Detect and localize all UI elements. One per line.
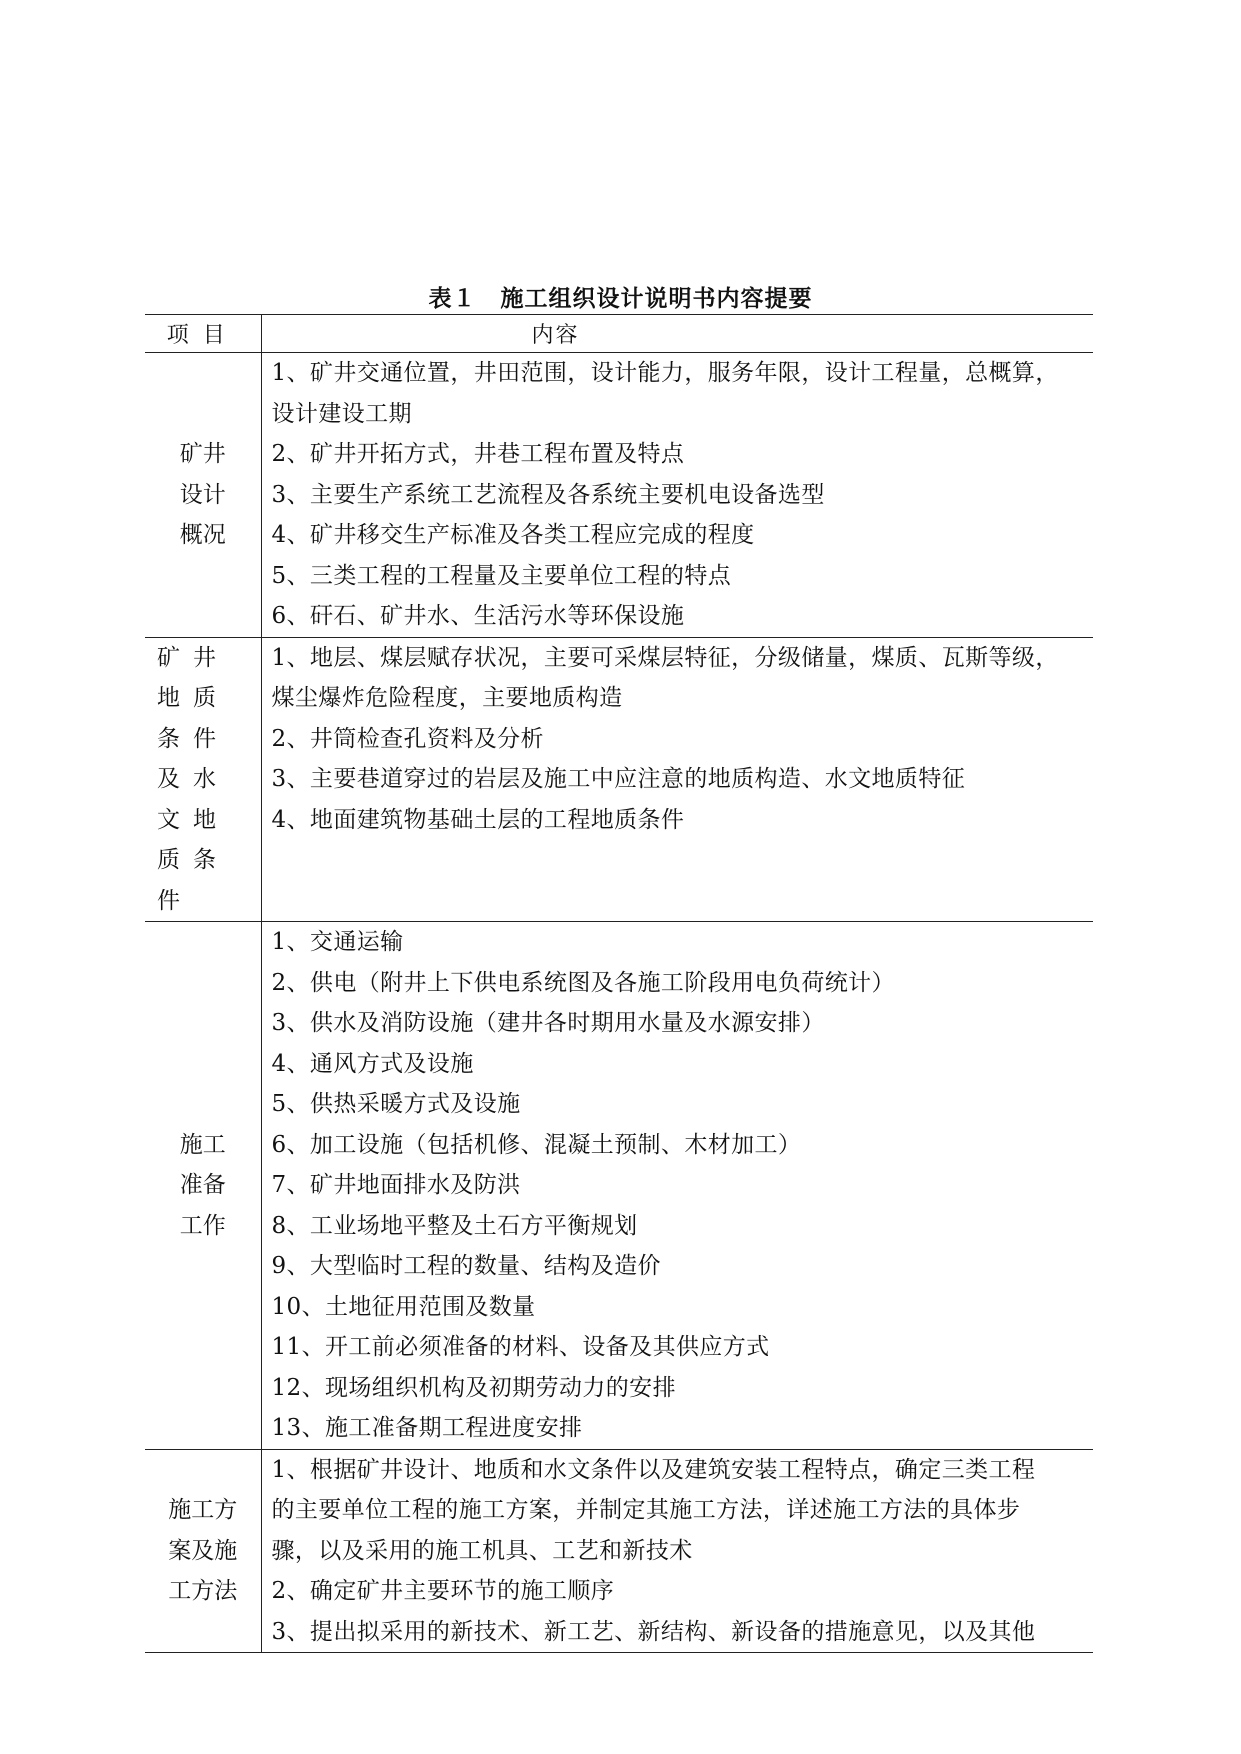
row-content bbox=[261, 353, 1093, 638]
content-line: 3、主要巷道穿过的岩层及施工中应注意的地质构造、水文地质特征 bbox=[271, 766, 966, 792]
content-line: 3、提出拟采用的新技术、新工艺、新结构、新设备的措施意见，以及其他 bbox=[271, 1618, 1036, 1645]
summary-table bbox=[145, 314, 1093, 1653]
table-row bbox=[145, 637, 1093, 922]
header-content: 内容 bbox=[261, 315, 1093, 353]
content-line: 5、供热采暖方式及设施 bbox=[271, 1091, 521, 1117]
row-content bbox=[261, 637, 1093, 922]
content-line: 1、矿井交通位置，井田范围，设计能力，服务年限，设计工程量，总概算， bbox=[271, 360, 1059, 386]
content-line: 1、地层、煤层赋存状况，主要可采煤层特征，分级储量，煤质、瓦斯等级， bbox=[271, 644, 1059, 671]
content-line: 5、三类工程的工程量及主要单位工程的特点 bbox=[271, 562, 732, 589]
content-line: 的主要单位工程的施工方案，并制定其施工方法，详述施工方法的具体步 bbox=[271, 1497, 1021, 1523]
content-line: 2、矿井开拓方式，井巷工程布置及特点 bbox=[271, 441, 685, 467]
content-line: 煤尘爆炸危险程度，主要地质构造 bbox=[271, 685, 623, 711]
row-item-label: 施工准备工作 bbox=[145, 922, 261, 1450]
content-line: 3、供水及消防设施（建井各时期用水量及水源安排） bbox=[271, 1010, 825, 1036]
row-item-label: 矿井设计概况 bbox=[145, 353, 261, 638]
content-line: 1、根据矿井设计、地质和水文条件以及建筑安装工程特点，确定三类工程 bbox=[271, 1456, 1036, 1483]
table-row bbox=[145, 922, 1093, 1450]
row-content bbox=[261, 922, 1093, 1450]
content-line: 4、矿井移交生产标准及各类工程应完成的程度 bbox=[271, 522, 755, 548]
content-line: 6、加工设施（包括机修、混凝土预制、木材加工） bbox=[271, 1131, 802, 1158]
table-header-row bbox=[145, 315, 1093, 353]
content-line: 10、土地征用范围及数量 bbox=[271, 1293, 536, 1320]
row-item-label: 施工方案及施工方法 bbox=[145, 1449, 261, 1653]
content-line: 2、确定矿井主要环节的施工顺序 bbox=[271, 1578, 615, 1604]
content-line: 骤，以及采用的施工机具、工艺和新技术 bbox=[271, 1537, 693, 1564]
content-line: 11、开工前必须准备的材料、设备及其供应方式 bbox=[271, 1334, 770, 1360]
table-row bbox=[145, 1449, 1093, 1653]
content-line: 13、施工准备期工程进度安排 bbox=[271, 1415, 583, 1441]
content-line: 4、通风方式及设施 bbox=[271, 1050, 474, 1077]
table-caption: 表１ 施工组织设计说明书内容提要 bbox=[428, 285, 813, 312]
content-line: 2、井筒检查孔资料及分析 bbox=[271, 725, 544, 752]
row-item-label: 矿井地质条件及水文地质条件 bbox=[145, 637, 261, 922]
row-content bbox=[261, 1449, 1093, 1653]
content-line: 1、交通运输 bbox=[271, 929, 404, 955]
content-line: 6、矸石、矿井水、生活污水等环保设施 bbox=[271, 603, 685, 629]
content-line: 2、供电（附井上下供电系统图及各施工阶段用电负荷统计） bbox=[271, 969, 895, 996]
header-item: 项目 bbox=[145, 315, 261, 353]
content-line: 3、主要生产系统工艺流程及各系统主要机电设备选型 bbox=[271, 481, 825, 508]
content-line: 12、现场组织机构及初期劳动力的安排 bbox=[271, 1374, 676, 1401]
content-line: 7、矿井地面排水及防洪 bbox=[271, 1172, 521, 1198]
content-line: 8、工业场地平整及土石方平衡规划 bbox=[271, 1212, 638, 1239]
content-line: 4、地面建筑物基础土层的工程地质条件 bbox=[271, 806, 685, 833]
content-line: 设计建设工期 bbox=[271, 400, 412, 427]
table-row bbox=[145, 353, 1093, 638]
content-line: 9、大型临时工程的数量、结构及造价 bbox=[271, 1253, 661, 1279]
